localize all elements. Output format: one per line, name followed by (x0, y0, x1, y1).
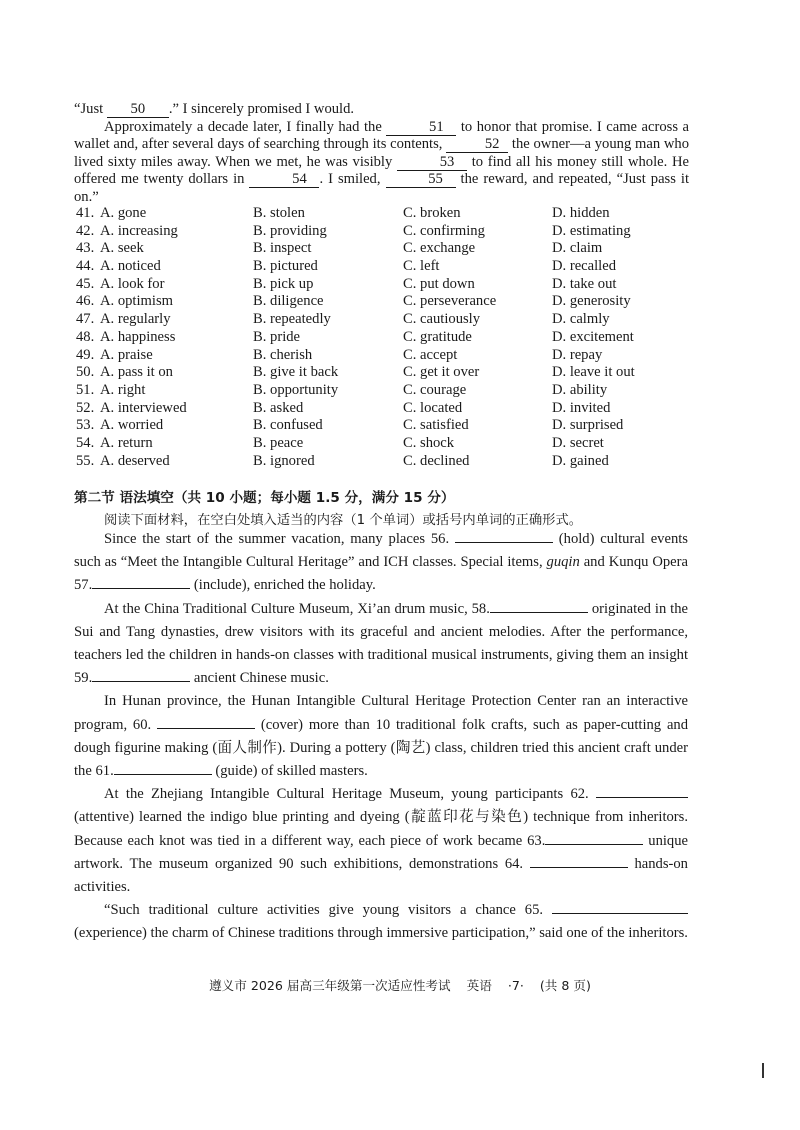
question-number: 55. (76, 452, 95, 469)
blank-51: 51 (386, 120, 456, 136)
grammar-text: At the Zhejiang Intangible Cultural Heritage Museum, young participants 62. (104, 786, 589, 803)
cloze-text: . I smiled, (319, 171, 381, 187)
question-number: 51. (76, 381, 95, 398)
grammar-text: ancient Chinese music. (193, 670, 329, 687)
option-row (76, 223, 696, 241)
grammar-text: hands-on activities. (74, 855, 688, 896)
blank-61 (114, 760, 212, 775)
option-row (76, 364, 696, 382)
option-row (76, 382, 696, 400)
page-number: ·7· (507, 978, 524, 993)
cloze-text: the reward, and repeated, “Just pass it on.” (74, 171, 690, 205)
blank-55: 55 (386, 172, 456, 188)
option-b: B. pictured (253, 258, 318, 275)
cloze-text: to honor that promise. I came across a wallet and, after several days of searching through its contents, (74, 118, 690, 152)
option-a: A. return (100, 434, 153, 451)
blank-63 (545, 830, 643, 845)
option-b: B. confused (253, 417, 323, 434)
cloze-text: the owner—a young man who lived sixty miles away. When we met, he was visibly (74, 136, 689, 170)
option-row (76, 417, 696, 435)
option-row (76, 311, 696, 329)
question-number: 43. (76, 240, 95, 257)
cloze-text: to find all his money still whole. He offered me twenty dollars in (74, 153, 689, 187)
option-d: D. secret (552, 434, 604, 451)
option-b: B. pride (253, 328, 301, 345)
blank-53: 53 (397, 155, 467, 171)
cloze-paragraph (74, 119, 689, 207)
question-number: 45. (76, 275, 95, 292)
option-a: A. interviewed (100, 399, 187, 416)
option-c: C. cautiously (403, 311, 481, 328)
option-row (76, 400, 696, 418)
blank-62 (596, 783, 688, 798)
question-number: 49. (76, 346, 95, 363)
option-row (76, 258, 696, 276)
blank-59 (92, 667, 190, 682)
option-b: B. pick up (253, 275, 314, 292)
option-a: A. gone (100, 205, 147, 221)
option-c: C. shock (403, 434, 455, 451)
grammar-paragraph (74, 528, 688, 598)
option-c: C. satisfied (403, 417, 469, 434)
option-d: D. estimating (552, 222, 631, 239)
option-a: A. increasing (100, 222, 178, 239)
option-b: B. inspect (253, 240, 312, 257)
question-number: 47. (76, 311, 95, 328)
option-d: D. ability (552, 381, 608, 398)
grammar-text: and Kunqu Opera 57. (74, 554, 688, 594)
option-a: A. regularly (100, 311, 171, 328)
option-c: C. accept (403, 346, 458, 363)
option-row (76, 293, 696, 311)
option-b: B. give it back (253, 364, 339, 381)
option-d: D. claim (552, 240, 603, 257)
option-row (76, 347, 696, 365)
option-a: A. praise (100, 346, 153, 363)
grammar-text: “Such traditional culture activities give young visitors a chance 65. (104, 902, 544, 919)
option-b: B. diligence (253, 293, 324, 310)
cloze-line (74, 101, 689, 119)
options-table (76, 205, 696, 470)
option-c: C. put down (403, 275, 475, 292)
question-number: 54. (76, 434, 95, 451)
option-c: C. get it over (403, 364, 480, 381)
grammar-paragraph (74, 690, 688, 783)
option-d: D. repay (552, 346, 603, 363)
grammar-text: (guide) of skilled masters. (215, 763, 368, 780)
option-c: C. located (403, 399, 463, 416)
option-d: D. generosity (552, 293, 631, 310)
grammar-text: Since the start of the summer vacation, many places 56. (104, 531, 450, 547)
option-b: B. opportunity (253, 381, 339, 398)
italic-term: guqin (546, 554, 580, 571)
exam-title: 遵义市 2026 届高三年级第一次适应性考试 (209, 978, 451, 993)
question-number: 42. (76, 222, 95, 239)
grammar-paragraph (74, 598, 688, 691)
option-c: C. left (403, 258, 440, 275)
grammar-text: (hold) cultural events such as “Meet the Intangible Cultural Heritage” and ICH classes. Special items, (74, 531, 688, 571)
page-total: (共 8 页) (539, 978, 591, 993)
option-row (76, 329, 696, 347)
option-a: A. look for (100, 275, 165, 292)
option-row (76, 435, 696, 453)
option-c: C. confirming (403, 222, 485, 239)
option-d: D. surprised (552, 417, 624, 434)
subject-label: 英语 (466, 978, 492, 993)
grammar-text: At the China Traditional Culture Museum, Xi’an drum music, 58. (104, 600, 490, 617)
option-d: D. recalled (552, 258, 617, 275)
blank-64 (530, 853, 628, 868)
grammar-text: originated in the Sui and Tang dynasties, drew visitors with its graceful and ancient melodies. After the performance, teachers led the children in hands-on classes with traditional musical instruments, giving them an insight 59. (74, 600, 688, 687)
option-b: B. stolen (253, 205, 305, 221)
blank-65 (552, 899, 688, 914)
option-b: B. asked (253, 399, 304, 416)
edge-mark (762, 1063, 764, 1078)
option-d: D. leave it out (552, 364, 635, 381)
option-a: A. right (100, 381, 146, 398)
blank-56 (455, 528, 553, 543)
grammar-text: (attentive) learned the indigo blue printing and dyeing (靛蓝印花与染色) technique from inheritors. Because each knot was tied in a different way, each piece of work became 63. (74, 809, 688, 849)
question-number: 48. (76, 328, 95, 345)
option-row (76, 205, 696, 223)
option-c: C. exchange (403, 240, 476, 257)
option-c: C. perseverance (403, 293, 497, 310)
question-number: 46. (76, 293, 95, 310)
option-a: A. noticed (100, 258, 161, 275)
option-c: C. broken (403, 205, 461, 221)
option-row (76, 276, 696, 294)
blank-50: 50 (107, 102, 169, 118)
grammar-text: unique artwork. The museum organized 90 such exhibitions, demonstrations 64. (74, 832, 688, 872)
option-a: A. happiness (100, 328, 176, 345)
question-number: 53. (76, 417, 95, 434)
question-number: 41. (76, 205, 95, 221)
cloze-text: .” I sincerely promised I would. (168, 101, 355, 117)
option-c: C. declined (403, 452, 470, 469)
option-a: A. deserved (100, 452, 170, 469)
cloze-text: Approximately a decade later, I finally had the (104, 118, 382, 135)
option-d: D. hidden (552, 205, 610, 221)
page-footer (0, 975, 800, 994)
section-heading: 第二节 语法填空（共 10 小题；每小题 1.5 分，满分 15 分） (74, 490, 455, 506)
option-a: A. seek (100, 240, 144, 257)
option-d: D. excitement (552, 328, 634, 345)
option-c: C. gratitude (403, 328, 472, 345)
section-instruction: 阅读下面材料，在空白处填入适当的内容（1 个单词）或括号内单词的正确形式。 (104, 513, 583, 528)
blank-60 (157, 714, 255, 729)
grammar-text: (cover) more than 10 traditional folk crafts, such as paper-cutting and dough figurine making (面人制作). During a pottery (陶艺) class, children tried this ancient craft under the 61. (74, 716, 689, 780)
option-b: B. cherish (253, 346, 313, 363)
blank-58 (490, 598, 588, 613)
question-number: 50. (76, 364, 95, 381)
option-a: A. optimism (100, 293, 173, 310)
question-number: 44. (76, 258, 95, 275)
cloze-passage (74, 101, 689, 206)
option-a: A. worried (100, 417, 164, 434)
grammar-paragraph (74, 783, 688, 899)
option-b: B. ignored (253, 452, 315, 469)
option-b: B. peace (253, 434, 304, 451)
option-a: A. pass it on (100, 364, 173, 381)
option-row (76, 453, 696, 471)
blank-57 (92, 574, 190, 589)
grammar-text: In Hunan province, the Hunan Intangible Cultural Heritage Protection Center ran an interactive program, 60. (74, 693, 688, 733)
grammar-text: (include), enriched the holiday. (193, 577, 376, 594)
blank-52: 52 (446, 137, 508, 153)
cloze-text: “Just (74, 101, 104, 117)
option-b: B. providing (253, 222, 327, 239)
option-row (76, 240, 696, 258)
grammar-passage (74, 528, 688, 946)
grammar-text: (experience) the charm of Chinese traditions through immersive participation,” said one of the inheritors. (74, 925, 688, 942)
question-number: 52. (76, 399, 95, 416)
option-d: D. take out (552, 275, 617, 292)
blank-54: 54 (249, 172, 319, 188)
option-d: D. invited (552, 399, 611, 416)
option-b: B. repeatedly (253, 311, 331, 328)
option-d: D. gained (552, 452, 609, 469)
option-d: D. calmly (552, 311, 610, 328)
grammar-paragraph (74, 899, 688, 945)
option-c: C. courage (403, 381, 467, 398)
